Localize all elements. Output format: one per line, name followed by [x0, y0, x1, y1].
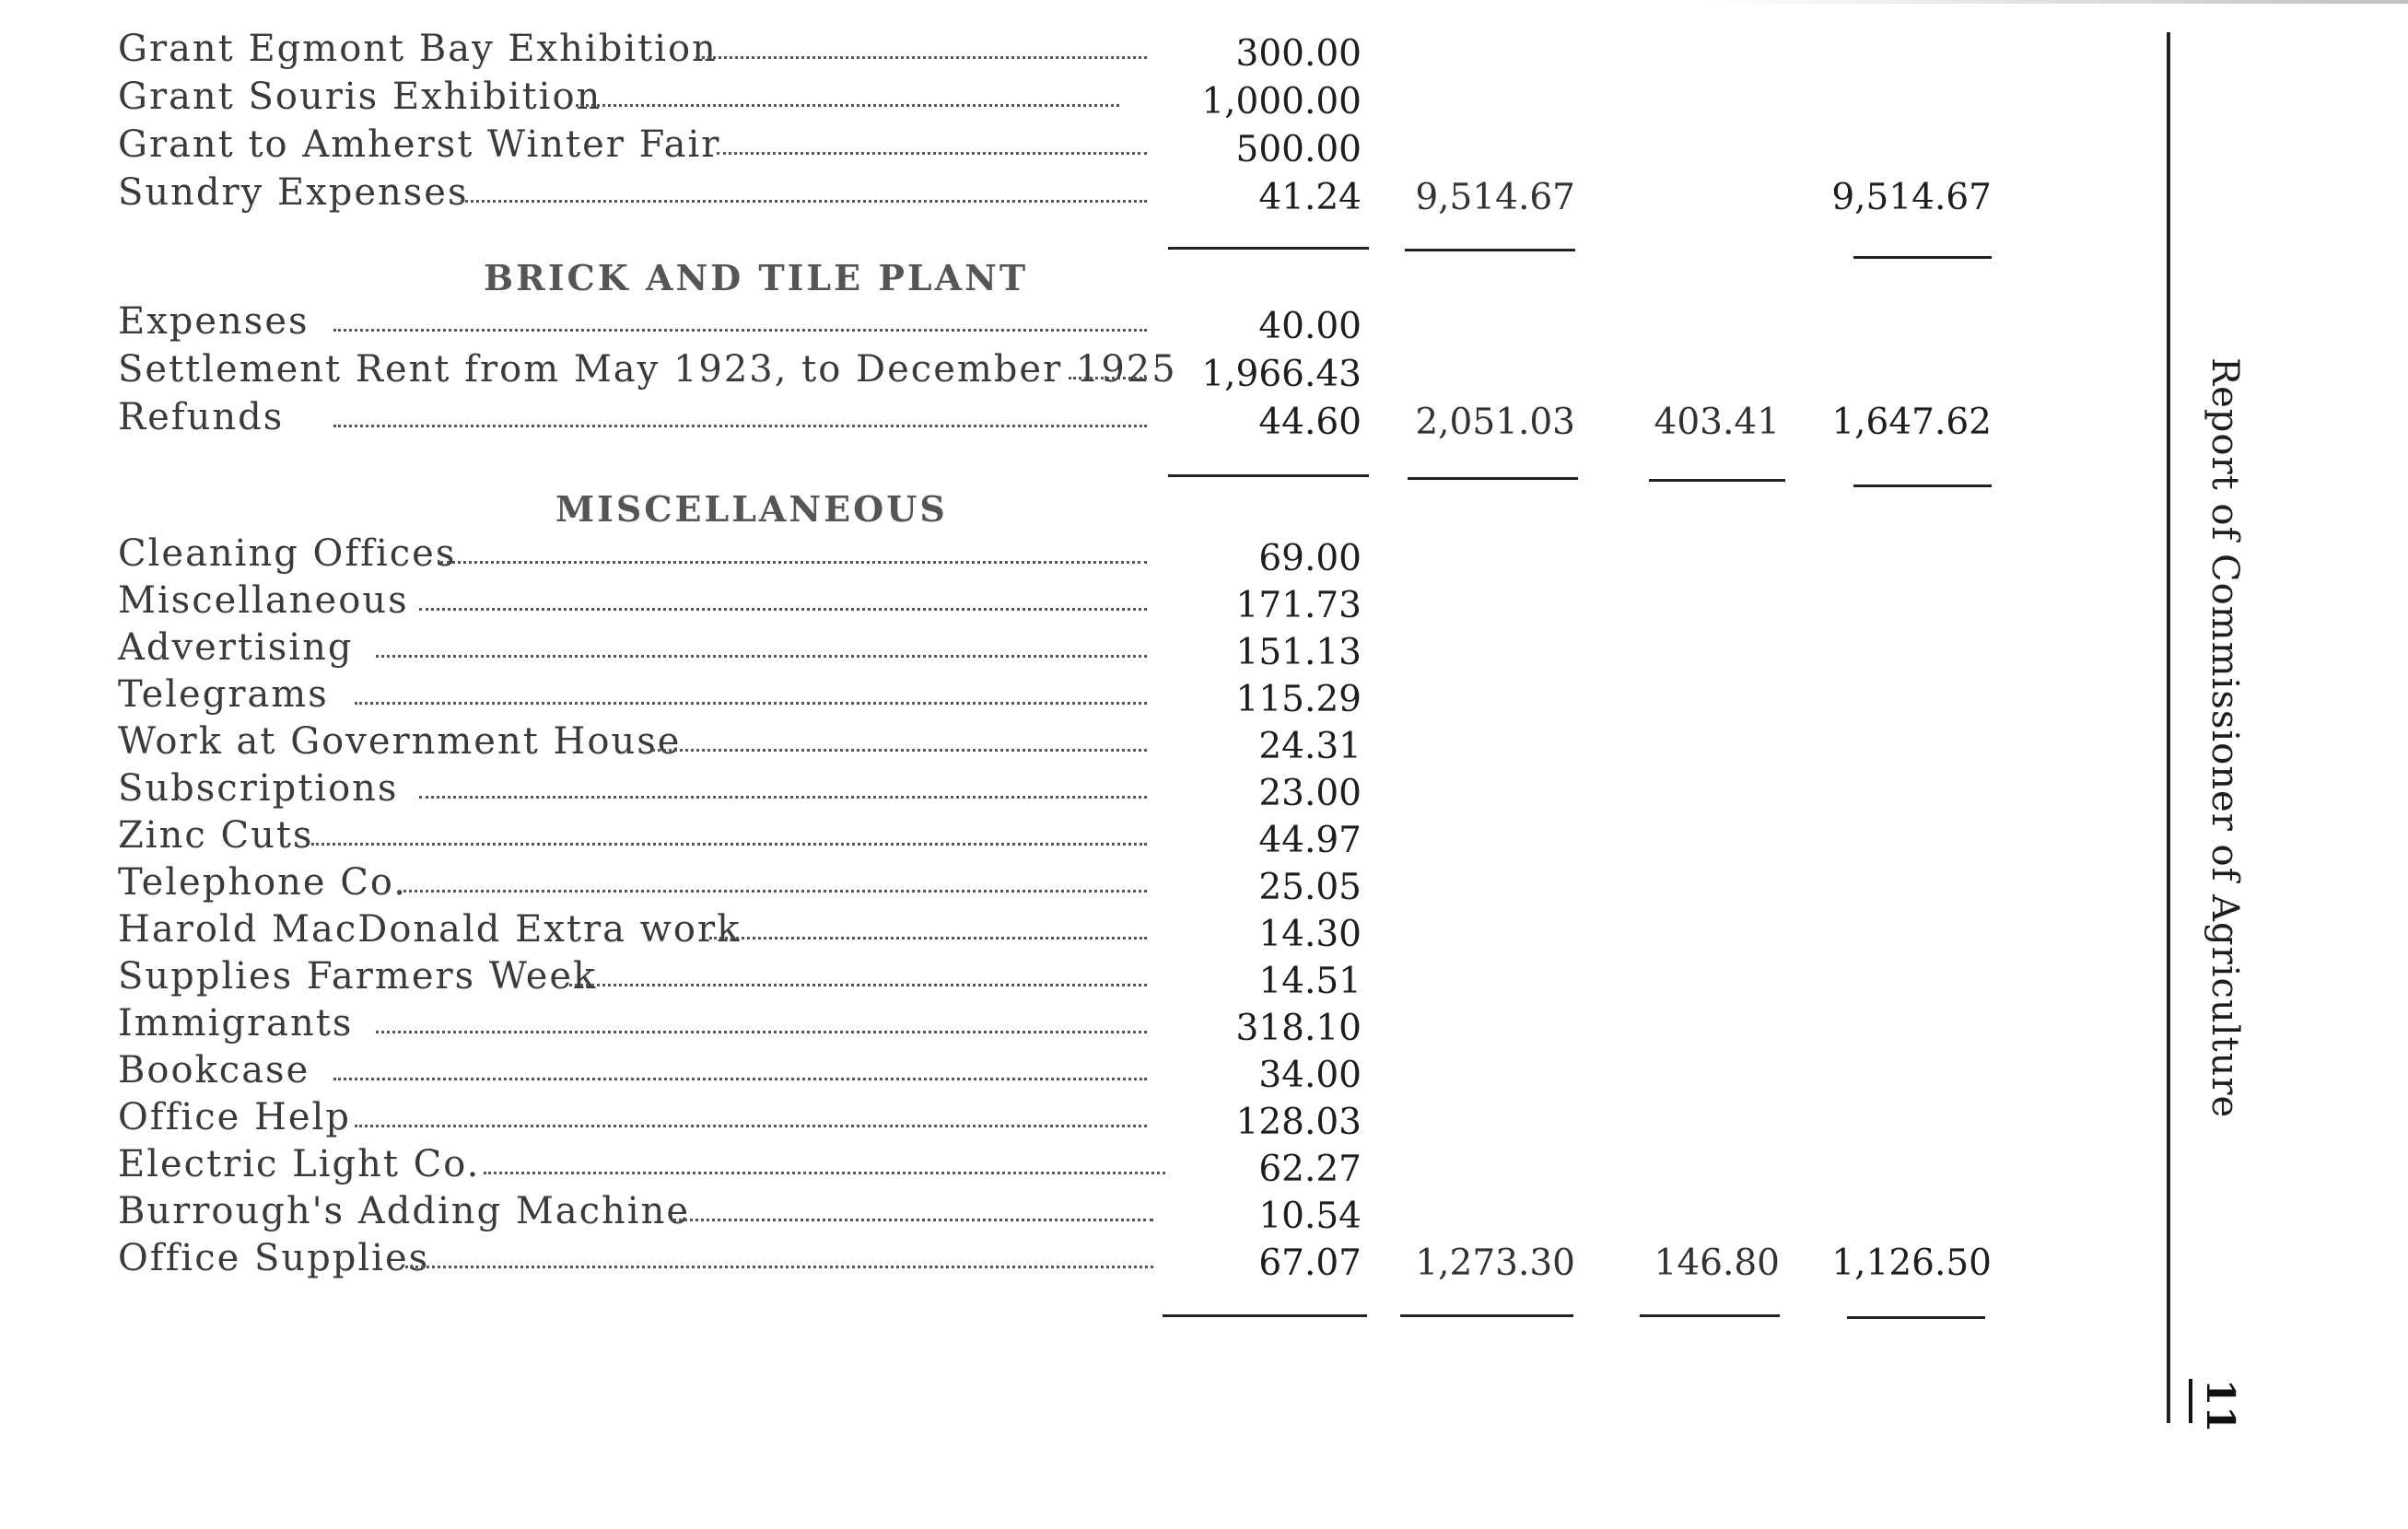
- total-rule: [1649, 479, 1785, 482]
- section-heading: MISCELLANEOUS: [555, 488, 948, 530]
- ledger-row: [0, 1047, 2408, 1096]
- dot-leader: [576, 104, 1119, 107]
- item-amount: 171.73: [1235, 585, 1362, 626]
- total-rule: [1408, 477, 1578, 480]
- item-label: Telephone Co.: [118, 861, 408, 904]
- ledger-row: [0, 906, 2408, 955]
- dot-leader: [311, 843, 1147, 846]
- ledger-row: [0, 394, 2408, 443]
- item-amount: 44.97: [1258, 820, 1362, 861]
- group-total: 2,051.03: [1415, 402, 1575, 443]
- ledger-row: [0, 298, 2408, 347]
- dot-leader: [398, 890, 1147, 893]
- dot-leader: [569, 984, 1147, 986]
- item-amount: 300.00: [1235, 33, 1362, 75]
- item-amount: 128.03: [1235, 1102, 1362, 1143]
- ledger-row: [0, 624, 2408, 671]
- item-label: Refunds: [118, 396, 285, 438]
- ledger-row: [0, 859, 2408, 908]
- item-amount: 41.24: [1258, 177, 1362, 218]
- item-amount: 14.30: [1258, 914, 1362, 955]
- item-label: Zinc Cuts: [118, 814, 314, 857]
- item-label: Miscellaneous: [118, 579, 409, 622]
- total-rule: [1853, 256, 1992, 259]
- item-label: Grant to Amherst Winter Fair: [118, 123, 721, 166]
- item-label: Subscriptions: [118, 767, 399, 810]
- ledger-row: [0, 671, 2408, 718]
- group-net: 1,647.62: [1831, 402, 1992, 443]
- ledger-row: [0, 1141, 2408, 1190]
- item-label: Bookcase: [118, 1049, 310, 1091]
- total-rule: [1400, 1314, 1573, 1317]
- item-amount: 151.13: [1235, 632, 1362, 673]
- item-label: Electric Light Co.: [118, 1143, 481, 1185]
- item-label: Harold MacDonald Extra work: [118, 908, 742, 951]
- dot-leader: [709, 937, 1147, 940]
- item-label: Grant Souris Exhibition: [118, 76, 602, 118]
- dot-leader: [419, 608, 1147, 611]
- total-rule: [1168, 247, 1369, 250]
- item-amount: 44.60: [1258, 402, 1362, 443]
- item-amount: 10.54: [1258, 1196, 1362, 1237]
- group-receipts: 146.80: [1654, 1243, 1780, 1284]
- ledger-row: [0, 765, 2408, 814]
- ledger-row: [0, 169, 2408, 216]
- dot-leader: [696, 56, 1147, 59]
- item-amount: 1,966.43: [1201, 354, 1362, 395]
- dot-leader: [355, 1125, 1147, 1127]
- item-amount: 34.00: [1258, 1055, 1362, 1096]
- item-label: Supplies Farmers Week: [118, 955, 598, 998]
- item-label: Settlement Rent from May 1923, to December 1925: [118, 348, 1177, 391]
- item-label: Grant Egmont Bay Exhibition: [118, 28, 718, 70]
- ledger-row: [0, 578, 2408, 624]
- dot-leader: [440, 561, 1147, 564]
- margin-rule: [2167, 32, 2170, 1423]
- item-amount: 40.00: [1258, 306, 1362, 347]
- dot-leader: [717, 152, 1147, 155]
- item-amount: 25.05: [1258, 867, 1362, 908]
- ledger-row: [0, 531, 2408, 577]
- total-rule: [1163, 1314, 1367, 1317]
- dot-leader: [419, 796, 1147, 799]
- group-net: 1,126.50: [1831, 1243, 1992, 1284]
- item-amount: 500.00: [1235, 129, 1362, 170]
- item-amount: 69.00: [1258, 538, 1362, 579]
- dot-leader: [672, 1219, 1153, 1221]
- group-total: 1,273.30: [1415, 1243, 1575, 1284]
- ledger-row: [0, 1188, 2408, 1237]
- total-rule: [1405, 249, 1575, 251]
- dot-leader: [1069, 377, 1147, 379]
- dot-leader: [376, 655, 1147, 658]
- running-head: Report of Commissioner of Agriculture: [2203, 357, 2246, 1119]
- scan-edge-shadow: [1704, 0, 2408, 4]
- total-rule: [1640, 1314, 1780, 1317]
- ledger-row: [0, 346, 2408, 395]
- group-receipts: 403.41: [1654, 402, 1780, 443]
- item-label: Office Supplies: [118, 1237, 430, 1279]
- dot-leader: [376, 1031, 1147, 1033]
- ledger-row: [0, 812, 2408, 861]
- item-label: Advertising: [118, 626, 354, 669]
- item-amount: 14.51: [1258, 961, 1362, 1002]
- item-amount: 24.31: [1258, 726, 1362, 767]
- total-rule: [1853, 484, 1992, 487]
- ledger-row: [0, 953, 2408, 1002]
- item-amount: 67.07: [1258, 1243, 1362, 1284]
- dot-leader: [652, 749, 1147, 752]
- dot-leader: [461, 200, 1147, 203]
- total-rule: [1847, 1316, 1985, 1319]
- total-rule: [1168, 474, 1369, 477]
- item-amount: 1,000.00: [1201, 81, 1362, 123]
- dot-leader: [333, 1078, 1147, 1080]
- dot-leader: [355, 702, 1147, 705]
- item-label: Cleaning Offices: [118, 532, 457, 575]
- group-net: 9,514.67: [1831, 177, 1992, 218]
- dot-leader: [405, 1266, 1153, 1268]
- item-amount: 115.29: [1235, 679, 1362, 720]
- ledger-row: [0, 1000, 2408, 1049]
- ledger-row: [0, 1235, 2408, 1284]
- item-label: Burrough's Adding Machine: [118, 1190, 691, 1232]
- dot-leader: [484, 1172, 1165, 1174]
- item-label: Sundry Expenses: [118, 171, 469, 214]
- dot-leader: [333, 425, 1147, 427]
- dot-leader: [333, 329, 1147, 332]
- item-amount: 318.10: [1235, 1008, 1362, 1049]
- item-amount: 62.27: [1258, 1149, 1362, 1190]
- ledger-row: [0, 74, 2408, 123]
- item-label: Work at Government House: [118, 720, 682, 763]
- item-amount: 23.00: [1258, 773, 1362, 814]
- ledger-row: [0, 122, 2408, 168]
- group-total: 9,514.67: [1415, 177, 1575, 218]
- item-label: Telegrams: [118, 673, 329, 716]
- item-label: Office Help: [118, 1096, 351, 1138]
- ledger-row: [0, 718, 2408, 767]
- section-heading: BRICK AND TILE PLANT: [484, 257, 1029, 298]
- page-number: 11: [2189, 1379, 2248, 1423]
- ledger-row: [0, 1094, 2408, 1143]
- item-label: Immigrants: [118, 1002, 354, 1045]
- ledger-row: [0, 26, 2408, 75]
- item-label: Expenses: [118, 300, 310, 343]
